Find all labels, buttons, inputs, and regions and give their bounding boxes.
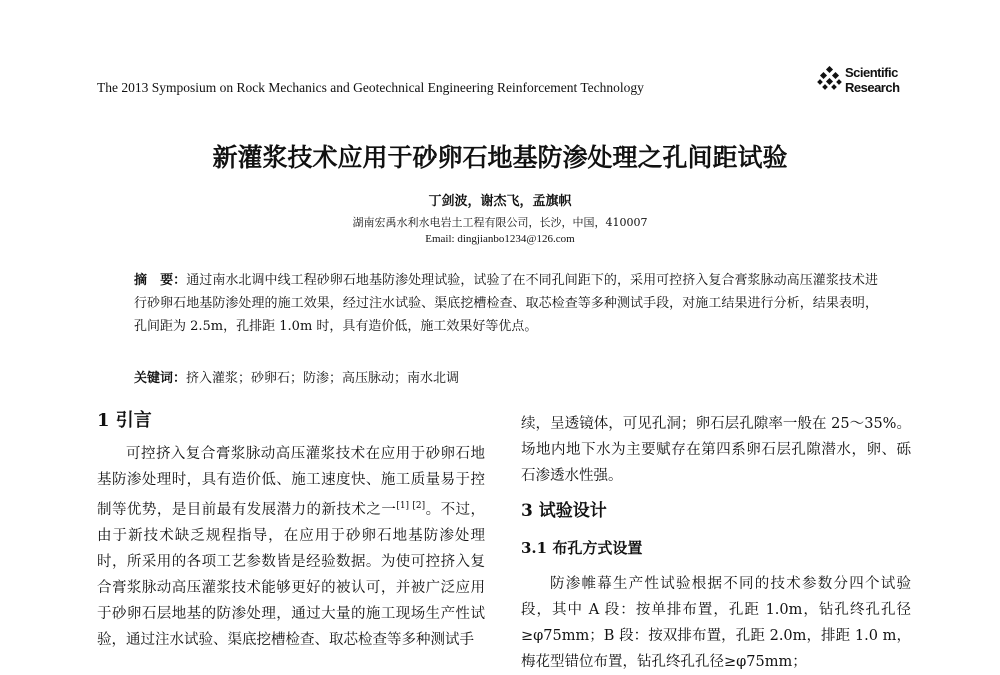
section-1-text-b: 。不过，由于新技术缺乏规程指导，在应用于砂卵石地基防渗处理时，所采用的各项工艺参数皆是经验数据。为使可控挤入复合膏浆脉动高压灌浆技术能够更好的被认可，并被广泛应用于砂卵石层地基的防渗处理，通过大量的施工现场生产性试验，通过注水试验、渠底挖槽检查、取芯检查等多种测试手 [97, 501, 486, 648]
symposium-header: The 2013 Symposium on Rock Mechanics and Geotechnical Engineering Reinforcement Technology [97, 80, 644, 95]
section-3-1-body [521, 571, 911, 675]
publisher-name-line2: Research [845, 80, 900, 95]
section-1-heading: 1 引言 [97, 410, 152, 431]
section-3-1-paragraph: 防渗帷幕生产性试验根据不同的技术参数分四个试验段，其中 A 段：按单排布置，孔距 1.0m，钻孔终孔孔径≥φ75mm；B 段：按双排布置，孔距 2.0m，排距 1.0 m，梅花型错位布置，钻孔终孔孔径≥φ75mm； [521, 576, 911, 670]
paper-affiliation: 湖南宏禹水利水电岩土工程有限公司，长沙，中国，410007 [352, 216, 648, 229]
abstract-label: 摘 要： [134, 273, 187, 288]
section-1-text-a: 可控挤入复合膏浆脉动高压灌浆技术在应用于砂卵石地基防渗处理时，具有造价低、施工速度快、施工质量易于控制等优势，是目前最有发展潜力的新技术之一 [97, 446, 485, 518]
publisher-logo [817, 64, 913, 98]
paper-email: Email: dingjianbo1234@126.com [425, 233, 575, 245]
keywords-label: 关键词： [134, 371, 187, 386]
left-column [97, 441, 485, 653]
section-3-heading: 3 试验设计 [521, 501, 607, 521]
right-column [521, 411, 911, 489]
section-2-continued-paragraph: 续，呈透镜体，可见孔洞；卵石层孔隙率一般在 25～35%。场地内地下水为主要赋存在第四系卵石层孔隙潜水，卵、砾石渗透水性强。 [521, 416, 911, 484]
publisher-name-line1: Scientific [845, 65, 898, 80]
abstract-text: 通过南水北调中线工程砂卵石地基防渗处理试验，试验了在不同孔间距下的，采用可控挤入复合膏浆脉动高压灌浆技术进行砂卵石地基防渗处理的施工效果，经过注水试验、渠底挖槽检查、取芯检查等多种测试手段，对施工结果进行分析，结果表明，孔间距为 2.5m，孔排距 1.0m 时，具有造价低，施工效果好等优点。 [134, 273, 878, 334]
section-1-paragraph [97, 441, 485, 653]
keywords [134, 367, 878, 386]
section-3-1-heading: 3.1 布孔方式设置 [521, 539, 643, 557]
paper-authors: 丁剑波，谢杰飞，孟旗帜 [428, 194, 572, 209]
keywords-text: 挤入灌浆；砂卵石；防渗；高压脉动；南水北调 [186, 371, 460, 386]
paper-title: 新灌浆技术应用于砂卵石地基防渗处理之孔间距试验 [212, 143, 788, 172]
citation-ref: [1] [2] [396, 501, 426, 511]
abstract [134, 270, 878, 338]
scientific-research-logo-icon [817, 66, 845, 94]
